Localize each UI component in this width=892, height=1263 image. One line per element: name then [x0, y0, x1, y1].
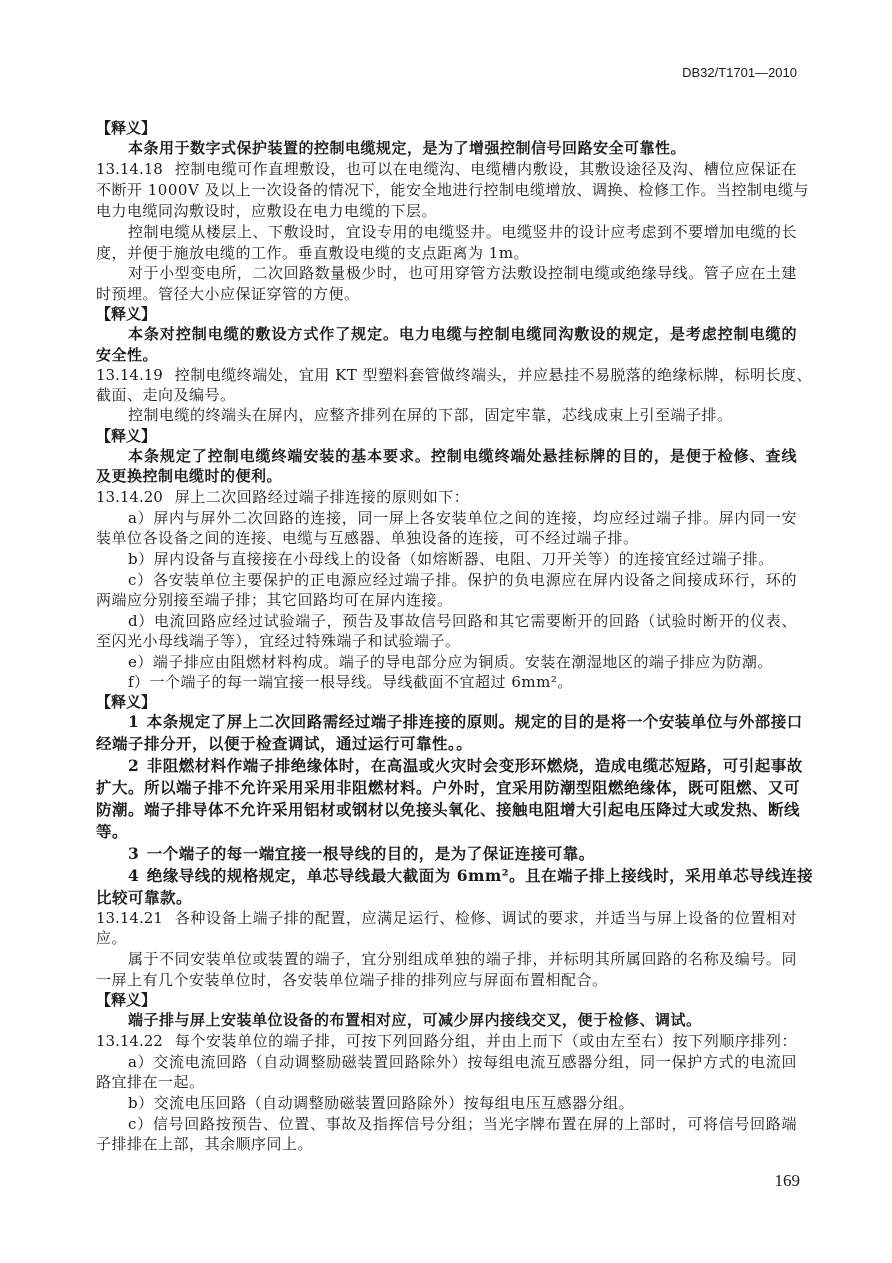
paragraph-line: 对于小型变电所，二次回路数量极少时，也可用穿管方法敷设控制电缆或绝缘导线。管子应在土建	[128, 264, 797, 282]
commentary-line: 安全性。	[96, 346, 159, 364]
page-number: 169	[774, 1171, 800, 1190]
clause-first-line	[96, 908, 797, 928]
list-item-line: f）一个端子的每一端宜接一根导线。导线截面不宜超过 6mm²。	[128, 673, 573, 691]
clause-first-line	[96, 1031, 797, 1051]
clause-text: 屏上二次回路经过端子排连接的原则如下：	[174, 488, 470, 506]
clause-number: 13.14.19	[96, 366, 163, 384]
commentary-item-first-line	[96, 843, 797, 865]
commentary-line: 本条对控制电缆的敷设方式作了规定。电力电缆与控制电缆同沟敷设的规定，是考虑控制电缆的	[128, 325, 797, 343]
commentary-item-line: 比较可靠款。	[96, 888, 193, 907]
list-item-line: c）信号回路按预告、位置、事故及指挥信号分组；当光字牌布置在屏的上部时，可将信号回路端	[128, 1115, 797, 1133]
commentary-item-text: 本条规定了屏上二次回路需经过端子排连接的原则。规定的目的是将一个安装单位与外部接口	[146, 712, 803, 731]
commentary-line: 本条用于数字式保护装置的控制电缆规定，是为了增强控制信号回路安全可靠性。	[128, 139, 687, 157]
commentary-label: 【释义】	[96, 991, 157, 1009]
clause-text: 各种设备上端子排的配置，应满足运行、检修、调试的要求，并适当与屏上设备的位置相对	[174, 909, 797, 927]
clause-number: 13.14.20	[96, 488, 163, 506]
list-item-line: 至闪光小母线端子等），宜经过特殊端子和试验端子。	[96, 632, 461, 650]
commentary-line: 端子排与屏上安装单位设备的布置相对应，可减少屏内接线交叉，便于检修、调试。	[128, 1011, 702, 1029]
clause-first-line	[96, 159, 797, 179]
clause-text: 每个安装单位的端子排，可按下列回路分组，并由上而下（或由左至右）按下列顺序排列：	[174, 1032, 797, 1050]
clause-line: 应。	[96, 929, 128, 947]
paragraph-line: 一屏上有几个安装单位时，各安装单位端子排的排列应与屏面布置相配合。	[96, 971, 608, 989]
commentary-item-number: 4	[128, 866, 139, 885]
clause-number: 13.14.21	[96, 909, 163, 927]
clause-number: 13.14.22	[96, 1032, 163, 1050]
commentary-item-line: 经端子排分开，以便于检查调试，通过运行可靠性。。	[96, 734, 473, 753]
commentary-item-text: 一个端子的每一端宜接一根导线的目的，是为了保证连接可靠。	[146, 844, 595, 863]
commentary-item-line: 扩大。所以端子排不允许采用采用非阻燃材料。户外时，宜采用防潮型阻燃绝缘体，既可阻燃、又可	[96, 778, 801, 797]
clause-line: 截面、走向及编号。	[96, 386, 236, 404]
list-item-line: b）屏内设备与直接接在小母线上的设备（如熔断器、电阻、刀开关等）的连接宜经过端子排。	[128, 550, 774, 568]
list-item-line: 装单位各设备之间的连接、电缆与互感器、单独设备的连接，可不经过端子排。	[96, 529, 639, 547]
list-item-line: a）交流电流回路（自动调整励磁装置回路除外）按每组电流互感器分组，同一保护方式的电流回	[128, 1053, 797, 1071]
commentary-item-first-line	[96, 865, 814, 887]
commentary-item-line: 防潮。端子排导体不允许采用铝材或钢材以免接头氧化、接触电阻增大引起电压降过大或发热、断线	[96, 800, 801, 819]
commentary-line: 及更换控制电缆时的便利。	[96, 467, 283, 485]
list-item-line: 子排排在上部，其余顺序同上。	[96, 1135, 314, 1153]
paragraph-line: 控制电缆从楼层上、下敷设时，宜设专用的电缆竖井。电缆竖井的设计应考虑到不要增加电缆的长	[128, 223, 797, 241]
commentary-item-first-line	[96, 755, 803, 777]
commentary-item-first-line	[96, 711, 803, 733]
commentary-label: 【释义】	[96, 427, 157, 445]
list-item-line: 两端应分别接至端子排；其它回路均可在屏内连接。	[96, 591, 453, 609]
clause-text: 控制电缆终端处，宜用 KT 型塑料套管做终端头，并应悬挂不易脱落的绝缘标牌，标明长度、	[174, 366, 813, 384]
clause-text: 控制电缆可作直埋敷设，也可以在电缆沟、电缆槽内敷设，其敷设途径及沟、槽位应保证在	[174, 160, 797, 178]
commentary-line: 本条规定了控制电缆终端安装的基本要求。控制电缆终端处悬挂标牌的目的，是便于检修、查线	[128, 447, 797, 465]
commentary-item-text: 非阻燃材料作端子排绝缘体时，在高温或火灾时会变形环燃烧，造成电缆芯短路，可引起事故	[146, 756, 803, 775]
list-item-line: a）屏内与屏外二次回路的连接，同一屏上各安装单位之间的连接，均应经过端子排。屏内同一安	[128, 509, 797, 527]
commentary-item-number: 3	[128, 844, 139, 863]
commentary-item-number: 1	[128, 712, 139, 731]
list-item-line: c）各安装单位主要保护的正电源应经过端子排。保护的负电源应在屏内设备之间接成环行，环的	[128, 571, 797, 589]
paragraph-line: 时预埋。管径大小应保证穿管的方便。	[96, 285, 360, 303]
list-item-line: b）交流电压回路（自动调整励磁装置回路除外）按每组电压互感器分组。	[128, 1094, 635, 1112]
clause-number: 13.14.18	[96, 160, 163, 178]
commentary-item-number: 2	[128, 756, 139, 775]
commentary-item-line: 等。	[96, 822, 129, 841]
paragraph-line: 控制电缆的终端头在屏内，应整齐排列在屏的下部，固定牢靠，芯线成束上引至端子排。	[128, 406, 733, 424]
list-item-line: d）电流回路应经过试验端子，预告及事故信号回路和其它需要断开的回路（试验时断开的仪表、	[128, 612, 797, 630]
commentary-item-text: 绝缘导线的规格规定，单芯导线最大截面为 6mm²。且在端子排上接线时，采用单芯导线连接	[146, 866, 814, 885]
paragraph-line: 度，并便于施放电缆的工作。垂直敷设电缆的支点距离为 1m。	[96, 244, 530, 262]
paragraph-line: 属于不同安装单位或装置的端子，宜分别组成单独的端子排，并标明其所属回路的名称及编号。同	[128, 950, 797, 968]
clause-first-line	[96, 365, 813, 385]
standard-code: DB32/T1701—2010	[682, 65, 797, 80]
clause-line: 电力电缆同沟敷设时，应敷设在电力电缆的下层。	[96, 202, 438, 220]
list-item-line: e）端子排应由阻燃材料构成。端子的导电部分应为铜质。安装在潮湿地区的端子排应为防潮。	[128, 653, 773, 671]
commentary-label: 【释义】	[96, 305, 157, 323]
commentary-label: 【释义】	[96, 693, 157, 711]
list-item-line: 路宜排在一起。	[96, 1073, 205, 1091]
clause-line: 不断开 1000V 及以上一次设备的情况下，能安全地进行控制电缆增放、调换、检修工作。当控制电缆与	[96, 181, 810, 199]
commentary-label: 【释义】	[96, 119, 157, 137]
clause-first-line	[96, 487, 797, 507]
